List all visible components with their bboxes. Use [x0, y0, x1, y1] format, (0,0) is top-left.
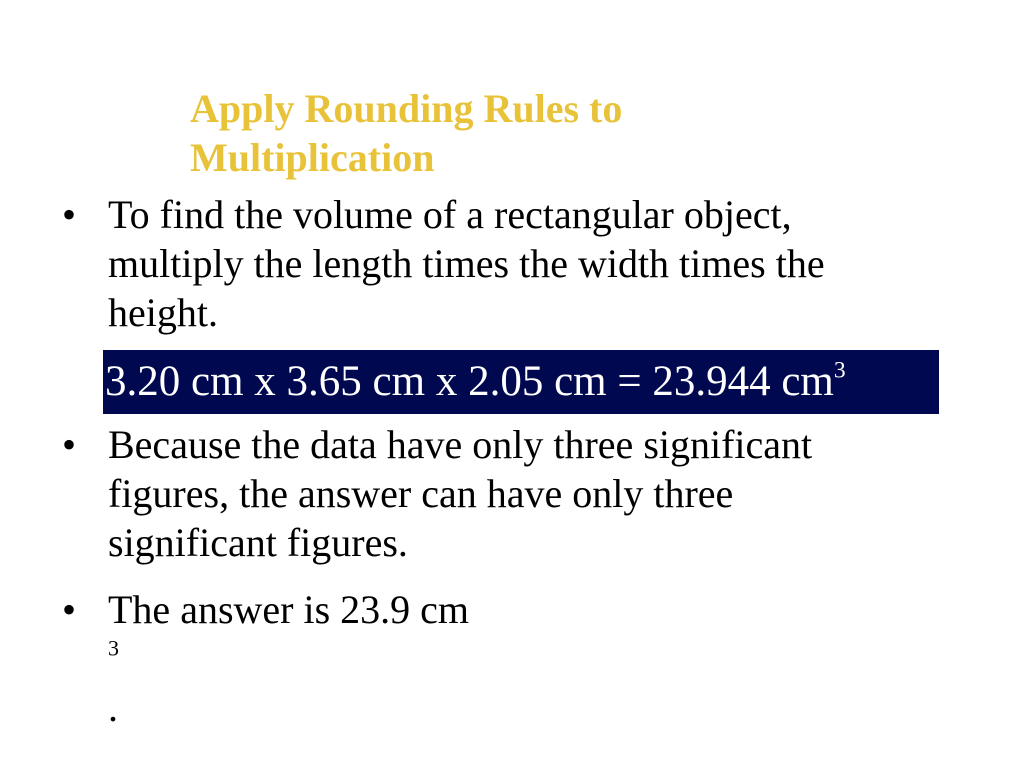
bullet-text	[108, 420, 968, 567]
bullet-line: To find the volume of a rectangular object,	[108, 192, 792, 237]
bullet-item-answer	[62, 585, 962, 730]
equation-banner	[103, 350, 939, 414]
answer-text: The answer is 23.9 cm	[108, 587, 470, 632]
bullet-item-significant-figures	[62, 420, 962, 570]
equation-exponent: 3	[833, 357, 846, 384]
bullet-line: Because the data have only three significant	[108, 422, 813, 467]
bullet-line	[108, 585, 968, 732]
bullet-item-volume	[62, 190, 962, 340]
bullet-line: figures, the answer can have only three	[108, 471, 734, 516]
equation-text: 3.20 cm x 3.65 cm x 2.05 cm = 23.944 cm	[105, 358, 834, 405]
bullet-icon: •	[62, 587, 77, 632]
bullet-text	[108, 585, 968, 732]
answer-exponent: 3	[108, 635, 119, 661]
bullet-line: multiply the length times the width times the	[108, 241, 825, 286]
slide-title	[190, 84, 830, 182]
bullet-line: significant figures.	[108, 520, 408, 565]
bullet-icon: •	[62, 422, 77, 467]
slide-title-line-2: Multiplication	[190, 135, 435, 180]
answer-period: .	[108, 685, 118, 730]
slide-title-line-1: Apply Rounding Rules to	[190, 86, 623, 131]
bullet-icon: •	[62, 192, 77, 237]
bullet-text	[108, 190, 968, 337]
bullet-line: height.	[108, 290, 218, 335]
